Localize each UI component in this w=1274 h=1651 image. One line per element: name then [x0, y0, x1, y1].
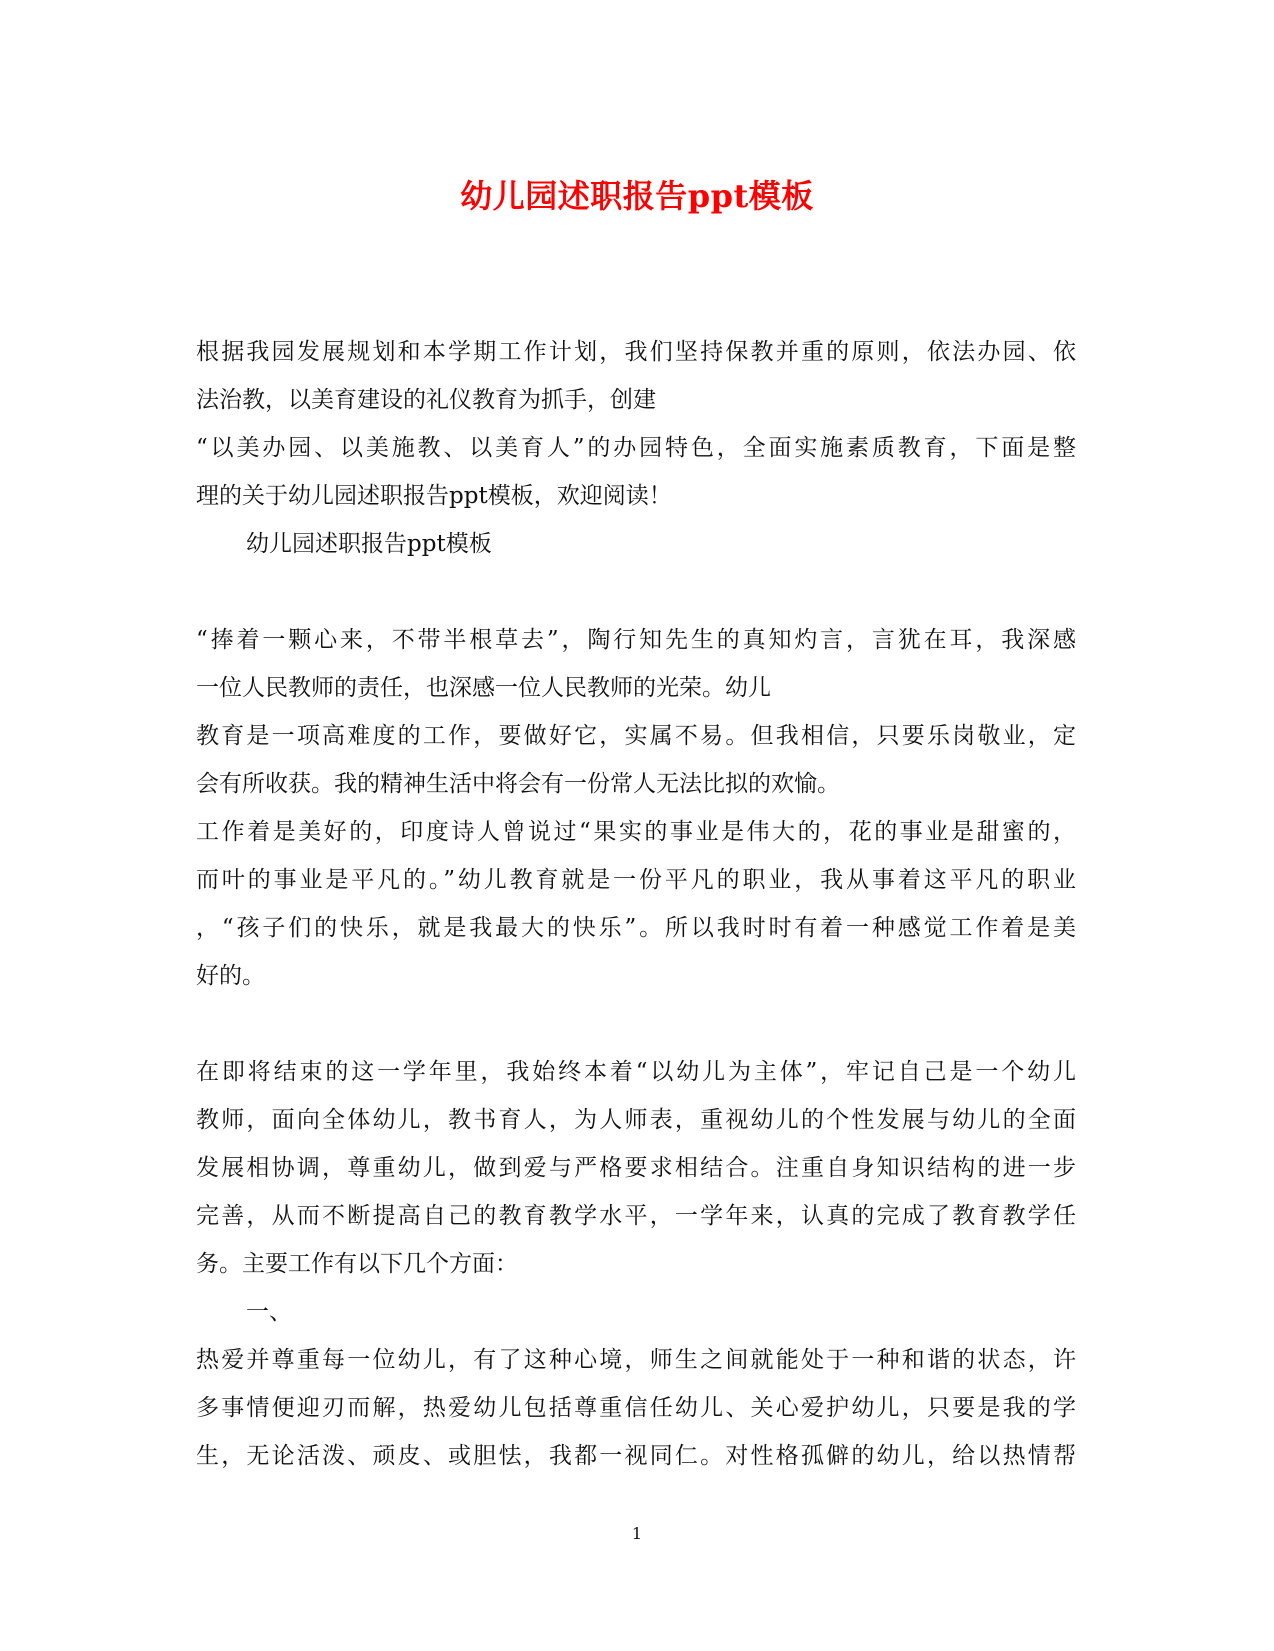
document-title: 幼儿园述职报告ppt模板 — [460, 177, 814, 215]
text-line: 一位人民教师的责任，也深感一位人民教师的光荣。幼儿 — [196, 675, 771, 701]
text-line: 好的。 — [196, 963, 265, 989]
text-line: 在即将结束的这一学年里，我始终本着“以幼儿为主体”，牢记自己是一个幼儿 — [196, 1059, 1076, 1085]
text-line: 完善，从而不断提高自己的教育教学水平，一学年来，认真的完成了教育教学任 — [196, 1203, 1076, 1229]
text-line: 发展相协调，尊重幼儿，做到爱与严格要求相结合。注重自身知识结构的进一步 — [196, 1155, 1076, 1181]
text-line: 会有所收获。我的精神生活中将会有一份常人无法比拟的欢愉。 — [196, 771, 840, 797]
text-line: 法治教，以美育建设的礼仪教育为抓手，创建 — [196, 387, 656, 413]
text-line: 务。主要工作有以下几个方面： — [196, 1251, 518, 1277]
text-line: 教师，面向全体幼儿，教书育人，为人师表，重视幼儿的个性发展与幼儿的全面 — [196, 1107, 1076, 1133]
section-number: 一、 — [246, 1299, 292, 1325]
section-subtitle: 幼儿园述职报告ppt模板 — [246, 531, 492, 557]
document-body — [196, 328, 1076, 1480]
text-line: “以美办园、以美施教、以美育人”的办园特色，全面实施素质教育，下面是整 — [196, 435, 1076, 461]
text-line: 热爱并尊重每一位幼儿，有了这种心境，师生之间就能处于一种和谐的状态，许 — [196, 1347, 1076, 1373]
text-line: 教育是一项高难度的工作，要做好它，实属不易。但我相信，只要乐岗敬业，定 — [196, 723, 1076, 749]
text-line: 而叶的事业是平凡的。”幼儿教育就是一份平凡的职业，我从事着这平凡的职业 — [196, 867, 1076, 893]
text-line: 根据我园发展规划和本学期工作计划，我们坚持保教并重的原则，依法办园、依 — [196, 339, 1076, 365]
text-line: 工作着是美好的，印度诗人曾说过“果实的事业是伟大的，花的事业是甜蜜的， — [196, 819, 1076, 845]
text-line: ，“孩子们的快乐，就是我最大的快乐”。所以我时时有着一种感觉工作着是美 — [196, 915, 1076, 941]
page-number: 1 — [631, 1524, 643, 1543]
text-line: 生，无论活泼、顽皮、或胆怯，我都一视同仁。对性格孤僻的幼儿，给以热情帮 — [196, 1443, 1076, 1469]
paragraph-gap — [196, 1000, 1076, 1048]
text-line: 多事情便迎刃而解，热爱幼儿包括尊重信任幼儿、关心爱护幼儿，只要是我的学 — [196, 1395, 1076, 1421]
paragraph-gap — [196, 568, 1076, 616]
text-line: “捧着一颗心来，不带半根草去”，陶行知先生的真知灼言，言犹在耳，我深感 — [196, 627, 1076, 653]
text-line: 理的关于幼儿园述职报告ppt模板，欢迎阅读！ — [196, 483, 672, 509]
